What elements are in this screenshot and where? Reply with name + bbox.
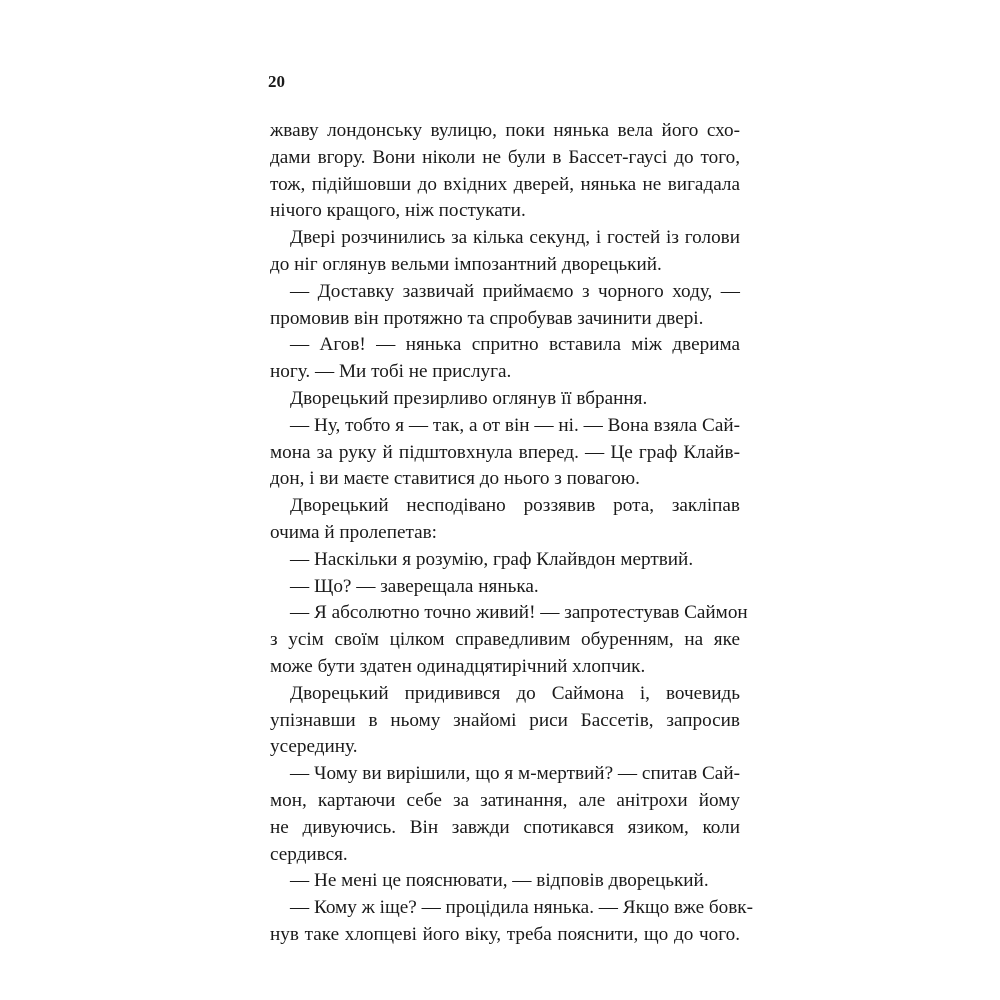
text-line: Дворецький презирливо оглянув її вбрання.	[290, 387, 648, 409]
text-line: ногу. — Ми тобі не прислуга.	[270, 361, 512, 383]
text-line: — Ну, тобто я — так, а от він — ні. — Вона взяла Сай-	[290, 414, 740, 436]
text-line: — Кому ж іще? — процідила нянька. — Якщо вже бовк-	[290, 897, 754, 919]
text-line: упізнавши в ньому знайомі риси Бассетів, запросив	[270, 709, 740, 731]
text-line: нічого кращого, ніж постукати.	[270, 200, 526, 222]
text-line: Двері розчинились за кілька секунд, і гостей із голови	[290, 227, 740, 249]
text-line: нув таке хлопцеві його віку, треба пояснити, що до чого.	[270, 923, 740, 945]
text-line: до ніг оглянув вельми імпозантний дворецький.	[270, 253, 662, 275]
text-line: Дворецький несподівано роззявив рота, закліпав	[290, 495, 740, 517]
text-line: мона за руку й підштовхнула вперед. — Це граф Клайв-	[270, 441, 740, 463]
text-line: промовив він протяжно та спробував зачинити двері.	[270, 307, 704, 329]
text-line: сердився.	[270, 843, 348, 865]
text-line: — Чому ви вирішили, що я м-мертвий? — спитав Сай-	[290, 763, 740, 785]
page-number: 20	[268, 72, 285, 91]
text-line: мон, картаючи себе за затинання, але анітрохи йому	[270, 789, 740, 811]
text-line: Дворецький придивився до Саймона і, вочевидь	[290, 682, 740, 704]
text-line: усередину.	[270, 736, 358, 758]
text-line: — Доставку зазвичай приймаємо з чорного ходу, —	[290, 280, 740, 302]
text-line: дами вгору. Вони ніколи не були в Бассет-гаусі до того,	[270, 146, 740, 168]
text-line: очима й пролепетав:	[270, 521, 438, 543]
text-line: — Не мені це пояснювати, — відповів дворецький.	[290, 870, 709, 892]
text-line: дон, і ви маєте ставитися до нього з повагою.	[270, 468, 640, 490]
text-line: не дивуючись. Він завжди спотикався язиком, коли	[270, 816, 740, 838]
text-line: — Агов! — нянька спритно вставила між дверима	[290, 334, 740, 356]
text-line: — Що? — заверещала нянька.	[290, 575, 539, 597]
body-text	[270, 118, 754, 949]
text-line: з усім своїм цілком справедливим обуренням, на яке	[270, 629, 740, 651]
text-line: може бути здатен одинадцятирічний хлопчик.	[270, 655, 646, 677]
text-line: жваву лондонську вулицю, поки нянька вела його схо-	[270, 120, 740, 141]
text-line: тож, підійшовши до вхідних дверей, нянька не вигадала	[270, 173, 740, 195]
text-line: — Я абсолютно точно живий! — запротестував Саймон	[290, 602, 748, 624]
text-line: — Наскільки я розумію, граф Клайвдон мертвий.	[290, 548, 694, 570]
